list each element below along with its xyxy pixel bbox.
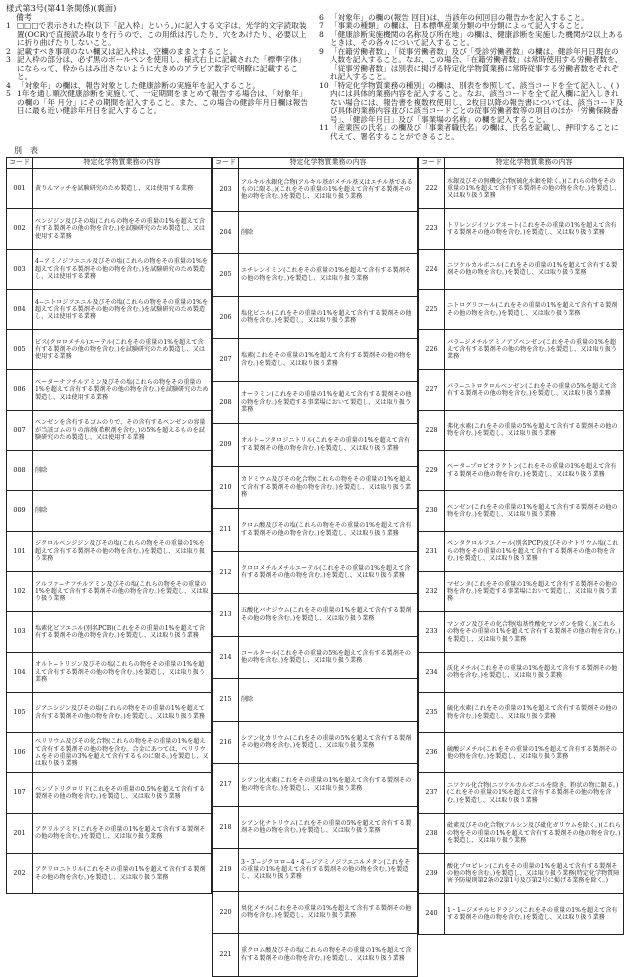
code-cell: 007 bbox=[7, 410, 33, 450]
code-cell: 217 bbox=[213, 764, 239, 807]
note-number: 5 bbox=[6, 89, 11, 98]
description-cell: 削除 bbox=[239, 211, 418, 254]
table-row bbox=[7, 491, 212, 531]
code-cell: 212 bbox=[213, 551, 239, 594]
note-text: 「事業の種類」の欄は、日本標準産業分類の中分類によって記入すること。 bbox=[330, 21, 589, 30]
code-cell: 102 bbox=[7, 571, 33, 611]
table-row bbox=[213, 594, 418, 637]
table-row bbox=[419, 169, 624, 209]
description-cell: ベンゾトリクロリド(これをその重量の0.5%を超えて含有する製剤その他の物を含む。)を製造し、又は取り扱う業務 bbox=[33, 773, 212, 813]
description-cell: 4−アミノジフエニル及びその塩(これらの物をその重量の1%を超えて含有する製剤その他の物を含む。)を試験研究のため製造し、又は使用する業務 bbox=[33, 249, 212, 289]
form-header bbox=[6, 4, 624, 141]
note-number: 11 bbox=[319, 123, 329, 132]
code-cell: 008 bbox=[7, 451, 33, 491]
desc-header: 特定化学物質業務の内容 bbox=[445, 158, 624, 169]
table-row bbox=[213, 764, 418, 807]
table-row bbox=[419, 813, 624, 853]
note-item bbox=[319, 31, 624, 48]
description-cell: ベンゼン(これをその重量の1%を超えて含有する製剤その他の物を含む。)を製造し、又は取り扱う業務 bbox=[445, 491, 624, 531]
table-row bbox=[213, 254, 418, 297]
table-row bbox=[213, 891, 418, 934]
description-cell: カドミウム及びその化合物(これらの物をその重量の1%を超えて含有する製剤その他の物を含む。)を製造し、又は取り扱う業務 bbox=[239, 466, 418, 509]
desc-header: 特定化学物質業務の内容 bbox=[33, 158, 212, 169]
table-row bbox=[7, 813, 212, 853]
description-cell: アクリルアミド(これをその重量の1%を超えて含有する製剤その他の物を含む。)を製造し、又は取り扱う業務 bbox=[33, 813, 212, 853]
table-row bbox=[419, 330, 624, 370]
description-cell: ニツケルカルボニル(これをその重量の1%を超えて含有する製剤その他の物を含む。)を製造し、又は取り扱う業務 bbox=[445, 249, 624, 289]
table-row bbox=[419, 451, 624, 491]
description-cell: 臭化メチル(これをその重量の1%を超えて含有する製剤その他の物を含む。)を製造し、又は取り扱う業務 bbox=[239, 891, 418, 934]
code-cell: 208 bbox=[213, 381, 239, 424]
table-row bbox=[7, 854, 212, 894]
description-cell: ベンジジン及びその塩(これらの物をその重量の1%を超えて含有する製剤その他の物を含む。)を試験研究のため製造し、又は使用する業務 bbox=[33, 209, 212, 249]
description-cell: マゼンタ(これをその重量の1%を超えて含有する製剤その他の物を含む。)を製造する事業場において製造し、又は取り扱う業務 bbox=[445, 571, 624, 611]
notes-right-list bbox=[319, 14, 624, 142]
description-cell: ビス(クロロメチル)エーテル(これをその重量の1%を超えて含有する製剤その他の物を含む。)を試験研究のため製造し、又は使用する業務 bbox=[33, 330, 212, 370]
code-header: コード bbox=[7, 158, 33, 169]
description-cell: 4−ニトロジフエニル及びその塩(これらの物をその重量の1%を超えて含有する製剤その他の物を含む。)を試験研究のため製造し、又は使用する業務 bbox=[33, 289, 212, 329]
code-cell: 228 bbox=[419, 410, 445, 450]
code-cell: 104 bbox=[7, 652, 33, 692]
note-item bbox=[6, 56, 311, 82]
code-cell: 203 bbox=[213, 169, 239, 212]
notes-heading: 備考 bbox=[16, 12, 32, 22]
note-number: 2 bbox=[6, 46, 11, 56]
note-text: 「対象年」の欄は、報告対象とした健康診断の実施年を記入すること。 bbox=[17, 80, 260, 90]
note-number: 10 bbox=[319, 80, 329, 90]
table-row bbox=[7, 410, 212, 450]
note-number: 4 bbox=[6, 80, 11, 90]
code-header: コード bbox=[419, 158, 445, 169]
code-cell: 224 bbox=[419, 249, 445, 289]
description-cell: パラ−ジメチルアミノアゾベンゼン(これをその重量の1%を超えて含有する製剤その他の物を含む。)を製造し、又は取り扱う業務 bbox=[445, 330, 624, 370]
description-cell: ベンゼンを含有するゴムのりで、その含有するベンゼンの容量が当該ゴムのりの溶剤(希釈剤を含む。)の5%を超えるものを試験研究のため製造し、又は使用する業務 bbox=[33, 410, 212, 450]
code-cell: 209 bbox=[213, 424, 239, 467]
table-row bbox=[7, 451, 212, 491]
code-cell: 202 bbox=[7, 854, 33, 894]
table-row bbox=[419, 733, 624, 773]
description-cell: アルファ−ナフチルアミン及びその塩(これらの物をその重量の1%を超えて含有する製剤その他の物を含む。)を製造し、又は取り扱う業務 bbox=[33, 571, 212, 611]
description-cell: ベータ−プロピオラクトン(これをその重量の1%を超えて含有する製剤その他の物を含む。)を製造し、又は取り扱う業務 bbox=[445, 451, 624, 491]
description-cell: 酸化プロピレン(これをその重量の1%を超えて含有する製剤その他の物を含む。)を製造し、又は取り扱う業務(特定化学物質障害予防規則第2条の2第1号及び第2号に掲げる業務を除く。) bbox=[445, 854, 624, 894]
code-cell: 222 bbox=[419, 169, 445, 209]
table-row bbox=[213, 849, 418, 892]
description-cell: ベーターナフチルアミン及びその塩(これらの物をその重量の1%を超えて含有する製剤その他の物を含む。)を試験研究のため製造し、又は使用する業務 bbox=[33, 370, 212, 410]
code-cell: 210 bbox=[213, 466, 239, 509]
table-row bbox=[419, 249, 624, 289]
note-item bbox=[6, 90, 311, 116]
description-cell: ニトログリコール(これをその重量の1%を超えて含有する製剤その他の物を含む。)を製造し、又は取り扱う業務 bbox=[445, 289, 624, 329]
description-cell: オルト−フタロジニトリル(これをその重量の1%を超えて含有する製剤その他の物を含む。)を製造し、又は取り扱う業務 bbox=[239, 424, 418, 467]
code-cell: 225 bbox=[419, 289, 445, 329]
description-cell: 沃化メチル(これをその重量の1%を超えて含有する製剤その他の物を含む。)を製造し、又は取り扱う業務 bbox=[445, 652, 624, 692]
code-cell: 106 bbox=[7, 733, 33, 773]
description-cell: ベリリウム及びその化合物(これらの物をその重量の1%を超えて含有する製剤その他の物を含む。合金にあつては、ベリリウムをその重量の3%を超えて含有するものに限る。)を製造し、又は取り扱う業務 bbox=[33, 733, 212, 773]
table-row bbox=[419, 531, 624, 571]
table-row bbox=[7, 289, 212, 329]
description-cell: マンガン及びその化合物(塩基性酸化マンガンを除く。)(これらの物をその重量の1%を超えて含有する製剤その他の物を含む。)を製造し、又は取り扱う業務 bbox=[445, 612, 624, 652]
code-cell: 239 bbox=[419, 854, 445, 894]
code-cell: 235 bbox=[419, 692, 445, 732]
note-text: 「特定化学物質業務の種別」の欄は、別表を参照して、該当コードを全て記入し、( )内には具体的業務内容を記入すること。なお、該当コードを全て記入欄に記入しきれない場合には、報告書を複数枚使用し、2枚目以降の報告書については、該当コード及び具体的業務内容並びに該当コードごとの従事労働者数等の項目のほか「労働保険番号」、「健診年月日」及び「事業場の名称」の欄を記入すること。 bbox=[330, 80, 624, 124]
code-cell: 004 bbox=[7, 289, 33, 329]
code-cell: 207 bbox=[213, 339, 239, 382]
table-row bbox=[419, 612, 624, 652]
note-item bbox=[319, 48, 624, 82]
table-row bbox=[7, 531, 212, 571]
description-cell: クロム酸及びその塩(これらの物をその重量の1%を超えて含有する製剤その他の物を含む。)を製造し、又は取り扱う業務 bbox=[239, 509, 418, 552]
table-row bbox=[213, 509, 418, 552]
table-row bbox=[7, 330, 212, 370]
table-row bbox=[213, 339, 418, 382]
code-cell: 211 bbox=[213, 509, 239, 552]
description-cell: エチレンイミン(これをその重量の1%を超えて含有する製剤その他の物を含む。)を製造し、又は取り扱う業務 bbox=[239, 254, 418, 297]
description-cell: 塩素化ビフエニル(別名PCB)(これをその重量の1%を超えて含有する製剤その他の物を含む。)を製造し、又は取り扱う業務 bbox=[33, 612, 212, 652]
description-cell: 3・3′−ジクロロ−4・4′−ジアミノジフエニルメタン(これをその重量の1%を超えて含有する製剤その他の物を含む。)を製造し、又は取り扱う業務 bbox=[239, 849, 418, 892]
code-cell: 221 bbox=[213, 934, 239, 977]
note-text: □□□で表示された枠(以下「記入枠」という。)に記入する文字は、光学的文字読取装置(OCR)で直接読み取りを行うので、この用紙は汚したり、穴をあけたり、必要以上に折り曲げたりしないこと。 bbox=[17, 21, 307, 47]
code-cell: 213 bbox=[213, 594, 239, 637]
description-cell: 黄りんマッチを試験研究のため製造し、又は使用する業務 bbox=[33, 169, 212, 209]
description-cell: 弗化水素(これをその重量の5%を超えて含有する製剤その他の物を含む。)を製造し、又は取り扱う業務 bbox=[445, 410, 624, 450]
code-cell: 236 bbox=[419, 733, 445, 773]
description-cell: 重クロム酸及びその塩(これらの物をその重量の1%を超えて含有する製剤その他の物を含む。)を製造し、又は取り扱う業務 bbox=[239, 934, 418, 977]
code-table-2 bbox=[212, 157, 418, 977]
table-row bbox=[7, 652, 212, 692]
table-row bbox=[419, 652, 624, 692]
note-number: 1 bbox=[6, 21, 11, 30]
note-text: 1年を通し順次健康診断を実施して、一定期間をまとめて報告する場合は、「対象年」の欄の「年 月分」にその期間を記入すること。また、この場合の健診年月日欄は報告日に最も近い健診年月日を記入すること。 bbox=[17, 89, 308, 115]
table-row bbox=[419, 410, 624, 450]
code-cell: 233 bbox=[419, 612, 445, 652]
note-item bbox=[6, 22, 311, 48]
code-cell: 216 bbox=[213, 721, 239, 764]
description-cell: 五酸化バナジウム(これをその重量の1%を超えて含有する製剤その他の物を含む。)を製造し、又は取り扱う業務 bbox=[239, 594, 418, 637]
table-row bbox=[7, 249, 212, 289]
code-cell: 230 bbox=[419, 491, 445, 531]
table-row bbox=[7, 733, 212, 773]
description-cell: シアン化水素(これをその重量の1%を超えて含有する製剤その他の物を含む。)を製造し、又は取り扱う業務 bbox=[239, 764, 418, 807]
notes-left-list bbox=[6, 22, 311, 116]
table-row bbox=[7, 612, 212, 652]
description-cell: 塩化ビニル(これをその重量の1%を超えて含有する製剤その他の物を含む。)を製造し、又は取り扱う業務 bbox=[239, 296, 418, 339]
code-cell: 219 bbox=[213, 849, 239, 892]
table-column-1 bbox=[6, 157, 212, 977]
notes-left-column bbox=[6, 14, 311, 142]
table-row bbox=[213, 551, 418, 594]
table-row bbox=[419, 854, 624, 894]
table-row bbox=[419, 491, 624, 531]
table-row bbox=[419, 894, 624, 934]
table-row bbox=[419, 370, 624, 410]
note-number: 3 bbox=[6, 55, 11, 64]
description-cell: 1・1−ジメチルヒドラジン(これをその重量の1%を超えて含有する製剤その他の物を含む。)を製造し、又は取り扱う業務 bbox=[445, 894, 624, 934]
code-cell: 227 bbox=[419, 370, 445, 410]
code-cell: 226 bbox=[419, 330, 445, 370]
code-cell: 201 bbox=[7, 813, 33, 853]
description-cell: コールタール(これをその重量の5%を超えて含有する製剤その他の物を含む。)を製造し、又は取り扱う業務 bbox=[239, 636, 418, 679]
description-cell: アクリロニトリル(これをその重量の1%を超えて含有する製剤その他の物を含む。)を製造し、又は取り扱う業務 bbox=[33, 854, 212, 894]
description-cell: 削除 bbox=[239, 679, 418, 722]
note-text: 「健康診断実施機関の名称及び所在地」の欄は、健康診断を実施した機関が2以上あるときは、その各々について記入すること。 bbox=[330, 29, 624, 47]
notes-right-column bbox=[319, 14, 624, 142]
note-text: 「対象年」の欄の(報告 回目)は、当該年の何回目の報告かを記入すること。 bbox=[330, 12, 589, 22]
description-cell: アルキル水銀化合物(アルキル基がメチル基又はエチル基であるものに限る。)(これをその重量の1%を超えて含有する製剤その他の物を含む。)を製造し、又は取り扱う業務 bbox=[239, 169, 418, 212]
description-cell: 水銀及びその無機化合物(硫化水銀を除く。)(これらの物をその重量の1%を超えて含有する製剤その他の物を含む。)を製造し、又は取り扱う業務 bbox=[445, 169, 624, 209]
description-cell: ニツケル化合物(ニツケルカルボニルを除き、粉状の物に限る。)(これをその重量の1%を超えて含有する製剤その他の物を含む。)を製造し、又は取り扱う業務 bbox=[445, 773, 624, 813]
description-cell: ペンタクロルフエノール(別名PCP)及びそのナトリウム塩(これらの物をその重量の1%を超えて含有する製剤その他の物を含む。)を製造し、又は取り扱う業務 bbox=[445, 531, 624, 571]
code-cell: 220 bbox=[213, 891, 239, 934]
description-cell: ジアニシジン及びその塩(これらの物をその重量の1%を超えて含有する製剤その他の物を含む。)を製造し、又は取り扱う業務 bbox=[33, 692, 212, 732]
table-row bbox=[419, 289, 624, 329]
description-cell: トリレンジイソシアネート(これをその重量の1%を超えて含有する製剤その他の物を含む。)を製造し、又は取り扱う業務 bbox=[445, 209, 624, 249]
description-cell: ジクロルベンジジン及びその塩(これらの物をその重量の1%を超えて含有する製剤その他の物を含む。)を製造し、又は取り扱う業務 bbox=[33, 531, 212, 571]
description-cell: 硫酸ジメチル(これをその重量の1%を超えて含有する製剤その他の物を含む。)を製造し、又は取り扱う業務 bbox=[445, 733, 624, 773]
table-row bbox=[7, 773, 212, 813]
form-page bbox=[6, 3, 624, 962]
code-cell: 229 bbox=[419, 451, 445, 491]
code-cell: 206 bbox=[213, 296, 239, 339]
code-cell: 240 bbox=[419, 894, 445, 934]
code-cell: 001 bbox=[7, 169, 33, 209]
code-table-3 bbox=[418, 157, 624, 935]
code-cell: 231 bbox=[419, 531, 445, 571]
description-cell: 削除 bbox=[33, 451, 212, 491]
table-row bbox=[419, 692, 624, 732]
code-cell: 215 bbox=[213, 679, 239, 722]
description-cell: オルト−トリジン及びその塩(これらの物をその重量の1%を超えて含有する製剤その他の物を含む。)を製造し、又は取り扱う業務 bbox=[33, 652, 212, 692]
code-header: コード bbox=[213, 158, 239, 169]
note-text: 記入枠の部分は、必ず黒のボールペンを使用し、様式右上に記載された「標準字体」にならって、枠からはみ出さないように大きめのアラビア数字で明瞭に記載すること。 bbox=[17, 55, 306, 81]
description-cell: パラ−ニトロクロルベンゼン(これをその重量の5%を超えて含有する製剤その他の物を含む。)を製造し、又は取り扱う業務 bbox=[445, 370, 624, 410]
code-table-1 bbox=[6, 157, 212, 894]
table-row bbox=[419, 773, 624, 813]
code-cell: 002 bbox=[7, 209, 33, 249]
table-row bbox=[213, 296, 418, 339]
table-column-2 bbox=[212, 157, 418, 977]
code-cell: 009 bbox=[7, 491, 33, 531]
code-cell: 232 bbox=[419, 571, 445, 611]
note-item bbox=[319, 124, 624, 141]
appendix-tables bbox=[6, 157, 624, 977]
table-row bbox=[213, 169, 418, 212]
table-row bbox=[213, 636, 418, 679]
code-cell: 205 bbox=[213, 254, 239, 297]
description-cell: 塩素(これをその重量の1%を超えて含有する製剤その他の物を含む。)を製造し、又は取り扱う業務 bbox=[239, 339, 418, 382]
code-cell: 003 bbox=[7, 249, 33, 289]
table-row bbox=[7, 571, 212, 611]
description-cell: 硫化水素(これをその重量の1%を超えて含有する製剤その他の物を含む。)を製造し、又は取り扱う業務 bbox=[445, 692, 624, 732]
table-row bbox=[419, 571, 624, 611]
code-cell: 101 bbox=[7, 531, 33, 571]
table-row bbox=[213, 466, 418, 509]
code-cell: 204 bbox=[213, 211, 239, 254]
code-cell: 006 bbox=[7, 370, 33, 410]
note-number: 8 bbox=[319, 29, 324, 39]
description-cell: シアン化カリウム(これをその重量の5%を超えて含有する製剤その他の物を含む。)を製造し、又は取り扱う業務 bbox=[239, 721, 418, 764]
note-item bbox=[319, 82, 624, 125]
appendix-label: 別 表 bbox=[14, 146, 38, 155]
note-text: 「産業医の氏名」の欄及び「事業者職氏名」の欄は、氏名を記載し、押印することに代えて、署名することができること。 bbox=[330, 123, 619, 141]
description-cell: 削除 bbox=[33, 491, 212, 531]
code-cell: 238 bbox=[419, 813, 445, 853]
description-cell: 砒素及びその化合物(アルシン及び砒化ガリウムを除く。)(これらの物をその重量の1%を超えて含有する製剤その他の物を含む。)を製造し、又は取り扱う業務 bbox=[445, 813, 624, 853]
table-row bbox=[7, 692, 212, 732]
table-column-3 bbox=[418, 157, 624, 977]
table-row bbox=[7, 169, 212, 209]
note-number: 7 bbox=[319, 21, 324, 30]
table-row bbox=[213, 381, 418, 424]
table-row bbox=[213, 679, 418, 722]
code-cell: 103 bbox=[7, 612, 33, 652]
code-cell: 218 bbox=[213, 806, 239, 849]
description-cell: オーラミン(これをその重量の1%を超えて含有する製剤その他の物を含む。)を製造する事業場において製造し、又は取り扱う業務 bbox=[239, 381, 418, 424]
code-cell: 107 bbox=[7, 773, 33, 813]
code-cell: 214 bbox=[213, 636, 239, 679]
description-cell: シアン化ナトリウム(これをその重量の5%を超えて含有する製剤その他の物を含む。)を製造し、又は取り扱う業務 bbox=[239, 806, 418, 849]
code-cell: 105 bbox=[7, 692, 33, 732]
table-row bbox=[213, 211, 418, 254]
code-cell: 234 bbox=[419, 652, 445, 692]
code-cell: 223 bbox=[419, 209, 445, 249]
note-text: 記載すべき事項のない欄又は記入枠は、空欄のままとすること。 bbox=[17, 46, 238, 56]
desc-header: 特定化学物質業務の内容 bbox=[239, 158, 418, 169]
table-row bbox=[419, 209, 624, 249]
note-number: 9 bbox=[319, 46, 324, 56]
form-title: 様式第3号(第41条関係)(裏面) bbox=[6, 3, 117, 13]
description-cell: クロロメチルメチルエーテル(これをその重量の1%を超えて含有する製剤その他の物を含む。)を製造し、又は取り扱う業務 bbox=[239, 551, 418, 594]
table-row bbox=[213, 934, 418, 977]
code-cell: 237 bbox=[419, 773, 445, 813]
table-row bbox=[213, 806, 418, 849]
table-row bbox=[7, 370, 212, 410]
code-cell: 005 bbox=[7, 330, 33, 370]
table-row bbox=[7, 209, 212, 249]
note-number: 6 bbox=[319, 12, 324, 22]
table-row bbox=[213, 424, 418, 467]
table-row bbox=[213, 721, 418, 764]
notes-section bbox=[6, 14, 624, 142]
note-text: 「在籍労働者数」、「従事労働者数」及び「受診労働者数」の欄は、健診年月日現在の人数を記入すること。なお、この場合、「在籍労働者数」は常時使用する労働者数を、「従事労働者数」は別表に掲げる特定化学物質業務に常時従事する労働者数をそれぞれ記入すること。 bbox=[330, 46, 623, 81]
